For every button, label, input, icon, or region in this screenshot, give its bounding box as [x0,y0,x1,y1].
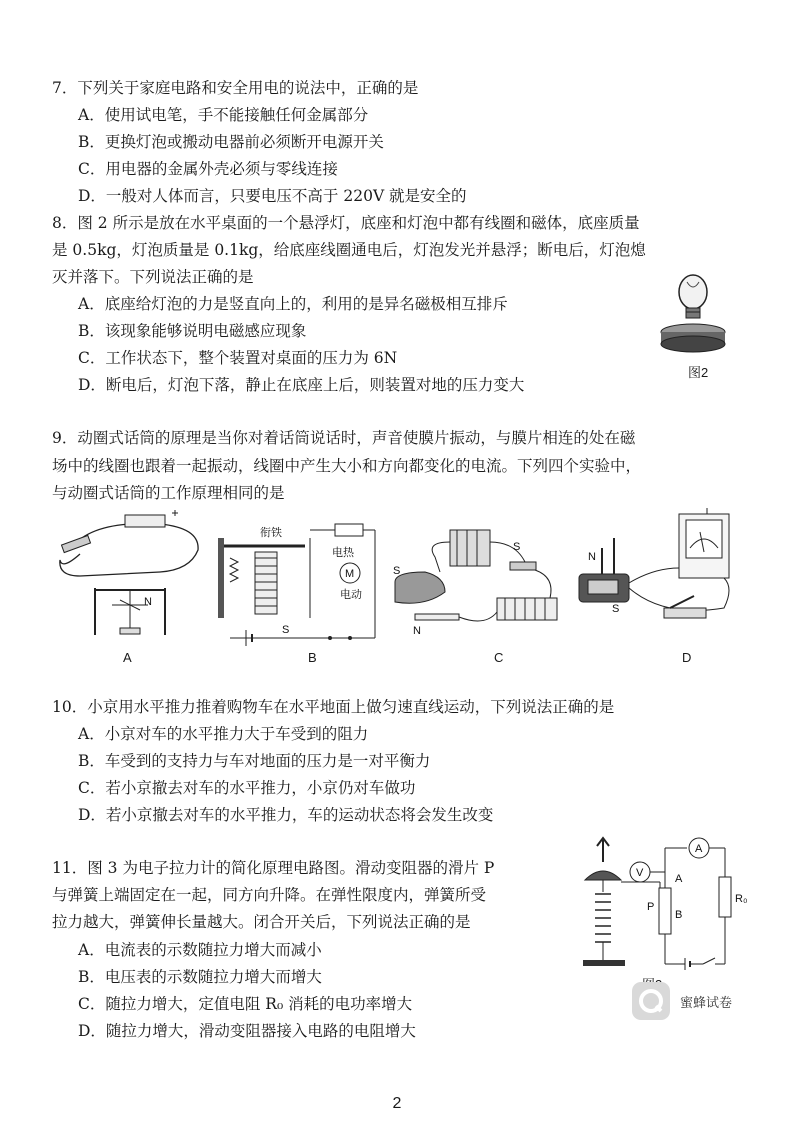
watermark-text: 蜜蜂试卷 [680,995,733,1011]
fig-c-n-label: N [413,625,421,637]
slider-p-label: P [647,901,655,913]
rheostat-b-label: B [675,909,683,921]
experiment-b-figure [210,518,390,648]
figure-d-label: D [682,650,692,665]
q10-option-b: B．车受到的支持力与车对地面的压力是一对平衡力 [78,752,431,770]
experiment-d-figure [574,508,764,648]
fig-d-n-label: N [588,551,596,563]
q11-option-c: C．随拉力增大，定值电阻 R₀ 消耗的电功率增大 [78,995,413,1013]
q7-option-d: D．一般对人体而言，只要电压不高于 220V 就是安全的 [78,187,467,205]
q8-stem-line3: 灭并落下。下列说法正确的是 [52,268,254,286]
q9-stem-line1: 9．动圈式话筒的原理是当你对着话筒说话时，声音使膜片振动，与膜片相连的处在磁 [52,429,636,447]
fig-d-s-label: S [612,603,620,615]
fig-b-heater-label: 电热 [332,547,354,559]
q11-stem-line1: 11．图 3 为电子拉力计的简化原理电路图。滑动变阻器的滑片 P [52,859,495,877]
bee-logo-icon [632,982,670,1020]
fig-b-armature-label: 衔铁 [260,527,282,539]
q11-option-a: A．电流表的示数随拉力增大而减小 [78,941,322,959]
watermark [632,982,732,1020]
q10-option-a: A．小京对车的水平推力大于车受到的阻力 [78,725,369,743]
fig-b-motor-label: 电动 [340,589,362,601]
q8-stem-line1: 8．图 2 所示是放在水平桌面的一个悬浮灯，底座和灯泡中都有线圈和磁体，底座质量 [52,214,640,232]
figure-b-label: B [308,650,317,665]
q8-option-a: A．底座给灯泡的力是竖直向上的，利用的是异名磁极相互排斥 [78,295,508,313]
fig-a-pole-label: N [144,596,152,608]
experiment-c-figure [385,522,575,652]
q10-option-c: C．若小京撤去对车的水平推力，小京仍对车做功 [78,779,416,797]
q9-stem-line2: 场中的线圈也跟着一起振动，线圈中产生大小和方向都变化的电流。下列四个实验中， [52,457,642,475]
experiment-a-figure [50,510,210,650]
tension-meter-circuit-figure [575,832,755,982]
q11-stem-line3: 拉力越大，弹簧伸长量越大。闭合开关后，下列说法正确的是 [52,913,471,931]
q11-option-d: D．随拉力增大，滑动变阻器接入电路的电阻增大 [78,1022,416,1040]
voltmeter-symbol: V [636,867,644,879]
ammeter-symbol: A [695,843,703,855]
q8-option-d: D．断电后，灯泡下落，静止在底座上后，则装置对地的压力变大 [78,376,525,394]
q11-option-b: B．电压表的示数随拉力增大而增大 [78,968,322,986]
r0-label: R₀ [735,893,748,905]
figure-a-label: A [123,650,132,665]
q7-option-c: C．用电器的金属外壳必须与零线连接 [78,160,338,178]
fig-c-s1-label: S [513,541,521,553]
q8-stem-line2: 是 0.5kg，灯泡质量是 0.1kg，给底座线圈通电后，灯泡发光并悬浮；断电后，灯泡熄 [52,241,646,259]
q7-option-b: B．更换灯泡或搬动电器前必须断开电源开关 [78,133,384,151]
q8-option-c: C．工作状态下，整个装置对桌面的压力为 6N [78,349,398,367]
q10-stem: 10．小京用水平推力推着购物车在水平地面上做匀速直线运动，下列说法正确的是 [52,698,615,716]
fig-b-switch-label: S [282,624,290,636]
figure-c-label: C [494,650,504,665]
page-number: 2 [392,1095,402,1112]
q7-stem: 7．下列关于家庭电路和安全用电的说法中，正确的是 [52,79,419,97]
q7-option-a: A．使用试电笔，手不能接触任何金属部分 [78,106,369,124]
levitating-lamp-figure [655,262,735,362]
q11-stem-line2: 与弹簧上端固定在一起，同方向升降。在弹性限度内，弹簧所受 [52,886,487,904]
figure-2-caption: 图2 [688,365,709,380]
fig-c-s2-label: S [393,565,401,577]
q10-option-d: D．若小京撤去对车的水平推力，车的运动状态将会发生改变 [78,806,494,824]
rheostat-a-label: A [675,873,683,885]
q9-stem-line3: 与动圈式话筒的工作原理相同的是 [52,484,285,502]
q8-option-b: B．该现象能够说明电磁感应现象 [78,322,307,340]
fig-b-motor-symbol: M [345,568,355,580]
